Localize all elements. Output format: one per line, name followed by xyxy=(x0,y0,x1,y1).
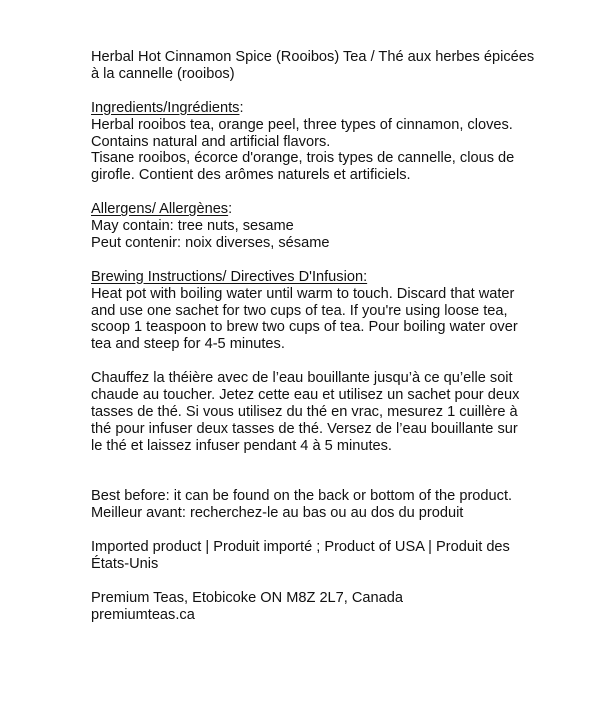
brewing-line-fr: thé pour infuser deux tasses de thé. Versez de l’eau bouillante sur xyxy=(91,420,518,437)
brewing-section xyxy=(91,269,596,354)
ingredients-line: Herbal rooibos tea, orange peel, three types of cinnamon, cloves. xyxy=(91,116,513,133)
product-title xyxy=(91,49,596,83)
ingredients-line: Tisane rooibos, écorce d'orange, trois types de cannelle, clous de xyxy=(91,150,515,167)
allergens-line: May contain: tree nuts, sesame xyxy=(91,218,294,235)
brewing-line-en: Heat pot with boiling water until warm to touch. Discard that water xyxy=(91,285,515,302)
company-website: premiumteas.ca xyxy=(91,606,195,623)
allergens-heading-colon: : xyxy=(228,201,233,218)
origin-section xyxy=(91,539,596,573)
best-before-line: Meilleur avant: recherchez-le au bas ou au dos du produit xyxy=(91,505,464,522)
brewing-line-fr: le thé et laissez infuser pendant 4 à 5 minutes. xyxy=(91,437,392,454)
brewing-line-fr: Chauffez la théière avec de l’eau bouillante jusqu’à ce qu’elle soit xyxy=(91,370,513,387)
ingredients-heading-colon: : xyxy=(239,99,244,116)
company-address: Premium Teas, Etobicoke ON M8Z 2L7, Canada xyxy=(91,589,404,606)
best-before-line: Best before: it can be found on the back or bottom of the product. xyxy=(91,488,513,505)
ingredients-line: girofle. Contient des arômes naturels et artificiels. xyxy=(91,167,411,184)
brewing-line-fr: tasses de thé. Si vous utilisez du thé en vrac, mesurez 1 cuillère à xyxy=(91,403,518,420)
brewing-section-french xyxy=(91,370,596,455)
company-section xyxy=(91,590,596,624)
brewing-line-en: and use one sachet for two cups of tea. If you're using loose tea, xyxy=(91,302,508,319)
brewing-line-en: tea and steep for 4-5 minutes. xyxy=(91,336,285,353)
allergens-line: Peut contenir: noix diverses, sésame xyxy=(91,234,330,251)
title-line: Herbal Hot Cinnamon Spice (Rooibos) Tea / Thé aux herbes épicées xyxy=(91,49,535,65)
brewing-heading: Brewing Instructions/ Directives D'Infusion: xyxy=(91,268,368,285)
title-line: à la cannelle (rooibos) xyxy=(91,65,235,82)
ingredients-heading: Ingredients/Ingrédients xyxy=(91,99,240,116)
brewing-line-fr: chaude au toucher. Jetez cette eau et utilisez un sachet pour deux xyxy=(91,387,520,404)
ingredients-section xyxy=(91,100,596,185)
allergens-heading: Allergens/ Allergènes xyxy=(91,201,229,218)
ingredients-heading-row xyxy=(91,100,596,117)
allergens-heading-row xyxy=(91,201,596,218)
ingredients-line: Contains natural and artificial flavors. xyxy=(91,133,331,150)
allergens-section xyxy=(91,201,596,252)
best-before-section xyxy=(91,488,596,522)
origin-line: Imported product | Produit importé ; Product of USA | Produit des xyxy=(91,539,510,556)
brewing-line-en: scoop 1 teaspoon to brew two cups of tea. Pour boiling water over xyxy=(91,319,518,336)
origin-line: États-Unis xyxy=(91,556,159,573)
product-label-document xyxy=(91,49,596,624)
